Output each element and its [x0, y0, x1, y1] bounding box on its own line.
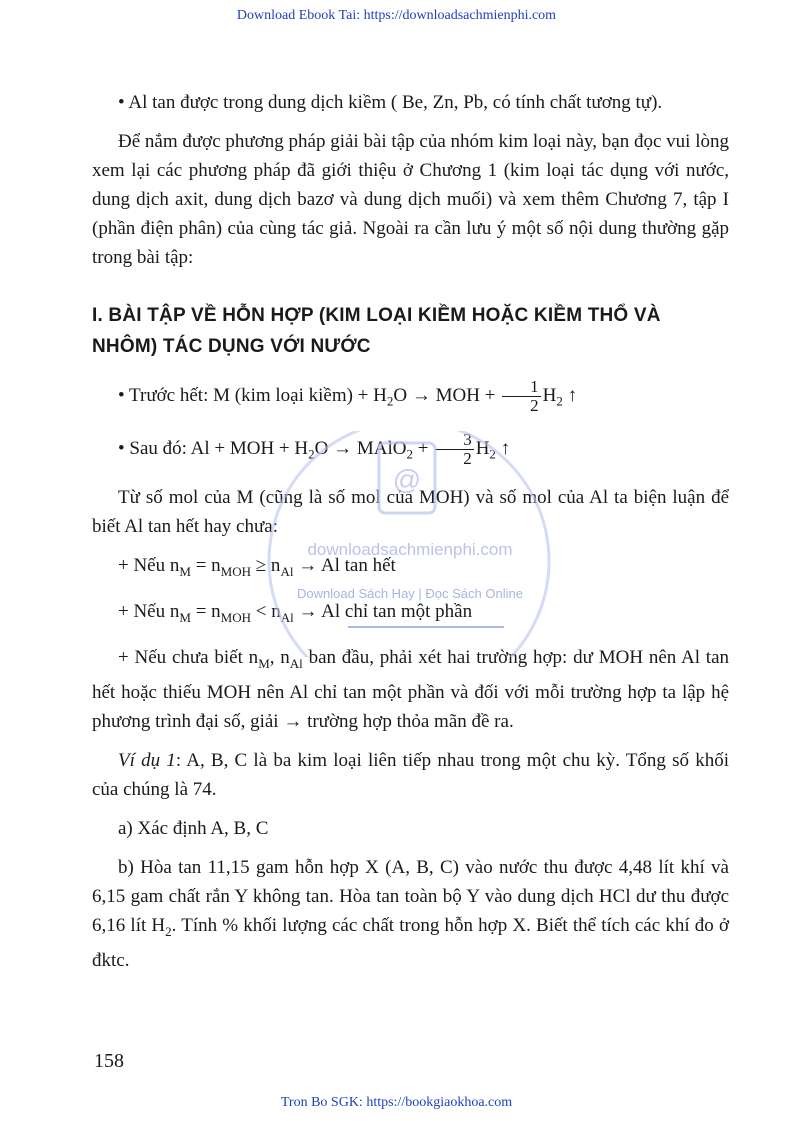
page-content	[92, 88, 729, 975]
svg-text:@: @	[392, 464, 422, 495]
watermark-site: downloadsachmienphi.com	[307, 540, 513, 559]
header-download-link[interactable]: Download Ebook Tai: https://downloadsachmienphi.com	[236, 8, 557, 23]
case-al-fully-dissolved: + Nếu $n_M = n_{MOH} \ge n_{Al} \to Al$ tan hết	[118, 555, 396, 580]
para-mol-reasoning: Từ số mol của M (cũng là số mol của MOH) và số mol của Al ta biện luận để biết Al tan hết hay chưa:	[92, 487, 729, 538]
example-1: Ví dụ 1: A, B, C là ba kim loại liên tiếp nhau trong một chu kỳ. Tổng số khối của chúng là 74.	[92, 749, 730, 800]
example-part-a: a) Xác định A, B, C	[118, 817, 269, 839]
page-number: 158	[94, 1050, 124, 1072]
case-al-partially-dissolved: + Nếu $n_M = n_{MOH} < n_{Al} \to Al$ chỉ tan một phần	[118, 601, 473, 625]
example-part-b: b) Hòa tan 11,15 gam hỗn hợp X (A, B, C) vào nước thu được 4,48 lít khí và 6,15 gam chất rắn Y không tan. Hòa tan toàn bộ Y vào dung dịch HCl dư thu được 6,16 lít $H_2$. Tính % khối lượng các chất trong hỗn hợp X. Biết thể tích các khí đo ở đktc.	[92, 856, 729, 971]
case-unknown-amounts: + Nếu chưa biết $n_M$, $n_{Al}$ ban đầu, phải xét hai trường hợp: dư MOH nên Al tan hết hoặc thiếu MOH nên Al chỉ tan một phần và đối với mỗi trường hợp ta lập hệ phương trình đại số, giải → trường hợp thỏa mãn đề ra.	[92, 646, 730, 732]
fraction-1-2: $\frac{1}{2}$	[502, 378, 541, 415]
watermark-tagline: Download Sách Hay | Đọc Sách Online	[297, 586, 523, 601]
section-heading: I. BÀI TẬP VỀ HỖN HỢP (KIM LOẠI KIỀM HOẶC KIỀM THỔ VÀ NHÔM) TÁC DỤNG VỚI NƯỚC	[92, 305, 661, 357]
equation-1: • Trước hết: M (kim loại kiềm) + $H_2O$ → MOH + $\frac{1}{2}$ $H_2$ ↑	[118, 377, 578, 415]
para-methods: Để nắm được phương pháp giải bài tập của nhóm kim loại này, bạn đọc vui lòng xem lại các phương pháp đã giới thiệu ở Chương 1 (kim loại tác dụng với nước, dung dịch axit, dung dịch bazơ và dung dịch muối) và xem thêm Chương 7, tập I (phần điện phân) của cùng tác giả. Ngoài ra cần lưu ý một số nội dung thường gặp trong bài tập:	[92, 131, 729, 268]
footer-sgk-link[interactable]: Tron Bo SGK: https://bookgiaokhoa.com	[280, 1095, 513, 1110]
fraction-3-2: $\frac{3}{2}$	[435, 431, 474, 468]
equation-2: • Sau đó: Al + MOH + $H_2O$ → MAlO$_2$ + $\frac{3}{2}$ $H_2$ ↑	[118, 429, 511, 468]
para-al-dissolves: • Al tan được trong dung dịch kiềm ( Be, Zn, Pb, có tính chất tương tự).	[118, 92, 663, 113]
